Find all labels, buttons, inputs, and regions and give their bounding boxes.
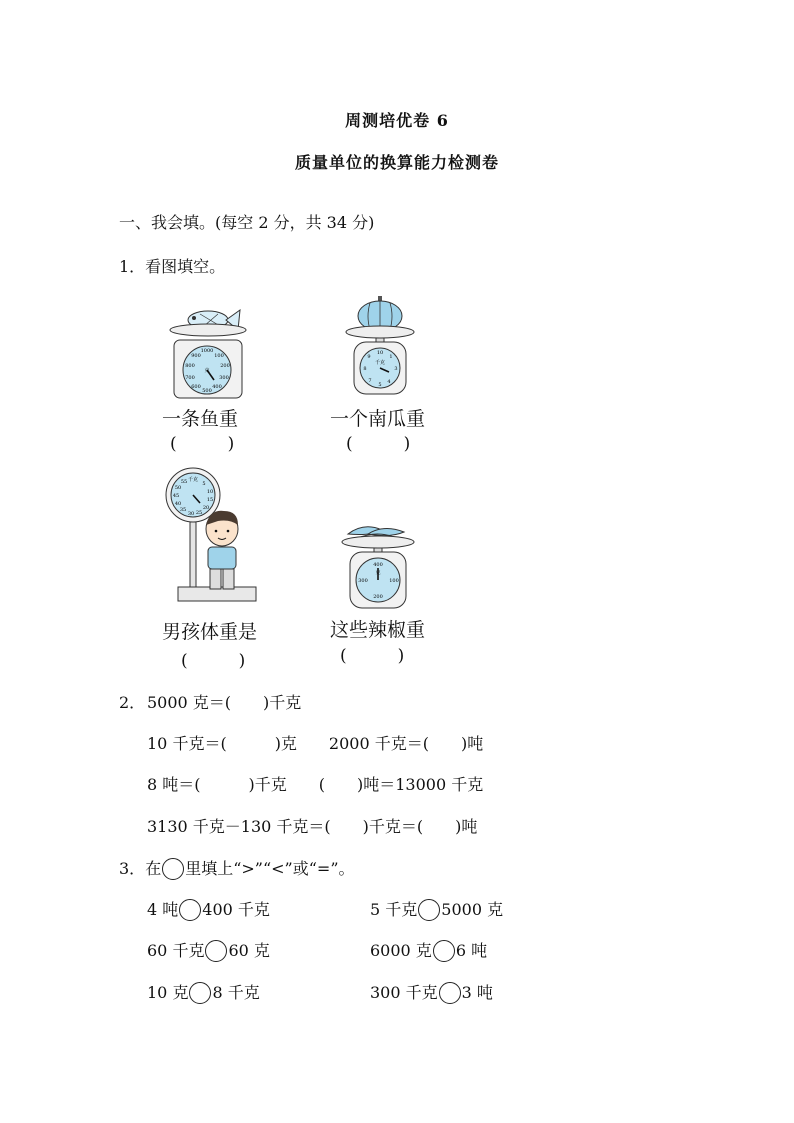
svg-text:1: 1 (389, 354, 393, 360)
svg-text:8: 8 (363, 366, 367, 372)
boy-icon (206, 511, 238, 589)
svg-text:300: 300 (219, 375, 229, 381)
svg-text:45: 45 (172, 493, 180, 499)
svg-text:10: 10 (206, 489, 214, 495)
svg-text:800: 800 (185, 363, 195, 369)
section-heading: 一、我会填。(每空 2 分，共 34 分) (119, 213, 375, 232)
q3-row-1-left: 4 吨 400 千克 (147, 900, 270, 919)
caption-pepper: 这些辣椒重 (330, 619, 426, 641)
caption-boy: 男孩体重是 (162, 621, 258, 643)
q3-row-2-right: 6000 克 6 吨 (370, 941, 488, 960)
svg-text:15: 15 (206, 497, 214, 503)
svg-text:500: 500 (202, 388, 212, 394)
compare-circle[interactable] (433, 940, 455, 962)
svg-text:900: 900 (191, 353, 201, 359)
q2-line-4: 3130 千克－130 千克＝( )千克＝( )吨 (147, 817, 478, 836)
pumpkin-scale-picture (340, 292, 420, 398)
question-1-label: 1．看图填空。 (119, 257, 226, 276)
svg-text:千克: 千克 (374, 360, 386, 366)
q3-row-3-right: 300 千克 3 吨 (370, 983, 493, 1002)
caption-fish: 一条鱼重 (162, 408, 239, 430)
answer-blank-pepper[interactable]: ( ) (340, 646, 405, 666)
answer-blank-boy[interactable]: ( ) (181, 651, 246, 671)
answer-blank-pumpkin[interactable]: ( ) (346, 434, 411, 454)
compare-circle[interactable] (418, 899, 440, 921)
svg-text:克: 克 (204, 368, 210, 374)
compare-circle-icon (162, 858, 184, 880)
svg-text:5: 5 (202, 481, 206, 487)
compare-circle[interactable] (205, 940, 227, 962)
boy-scale-picture (160, 465, 260, 611)
svg-text:400: 400 (212, 384, 222, 390)
question-2-label: 2． (119, 693, 146, 712)
svg-text:40: 40 (174, 501, 182, 507)
svg-text:5: 5 (378, 382, 382, 388)
fish-scale-picture (160, 300, 260, 404)
svg-text:30: 30 (187, 511, 195, 517)
svg-text:50: 50 (174, 485, 182, 491)
page-subtitle: 质量单位的换算能力检测卷 (294, 153, 499, 172)
svg-text:千克: 千克 (187, 477, 199, 483)
q3-row-2-left: 60 千克 60 克 (147, 941, 270, 960)
compare-circle[interactable] (439, 982, 461, 1004)
svg-text:25: 25 (195, 510, 203, 516)
svg-text:200: 200 (220, 363, 230, 369)
q3-row-1-right: 5 千克 5000 克 (370, 900, 504, 919)
q3-instruction-post: 里填上“>”“<”或“=”。 (185, 859, 355, 878)
q2-line-1: 5000 克＝( )千克 (147, 693, 302, 712)
svg-text:克: 克 (375, 570, 381, 576)
svg-text:400: 400 (373, 562, 383, 568)
svg-text:35: 35 (179, 507, 187, 513)
svg-text:20: 20 (202, 505, 210, 511)
q3-instruction-pre: 在 (145, 859, 162, 878)
svg-text:9: 9 (367, 354, 371, 360)
q2-line-2: 10 千克＝( )克 2000 千克＝( )吨 (147, 734, 484, 753)
answer-blank-fish[interactable]: ( ) (170, 434, 235, 454)
svg-text:1000: 1000 (200, 348, 214, 354)
svg-text:600: 600 (191, 384, 201, 390)
compare-circle[interactable] (189, 982, 211, 1004)
svg-text:4: 4 (387, 379, 391, 385)
compare-circle[interactable] (179, 899, 201, 921)
svg-text:200: 200 (373, 594, 383, 600)
svg-text:300: 300 (358, 578, 368, 584)
svg-text:3: 3 (394, 366, 398, 372)
pepper-scale-picture (338, 520, 418, 612)
question-3-label: 3． (119, 859, 146, 878)
svg-text:10: 10 (376, 350, 384, 356)
svg-text:7: 7 (368, 378, 372, 384)
page-title: 周测培优卷 6 (345, 111, 449, 130)
svg-text:700: 700 (185, 375, 195, 381)
caption-pumpkin: 一个南瓜重 (330, 408, 426, 430)
q2-line-3: 8 吨＝( )千克 ( )吨＝13000 千克 (147, 775, 484, 794)
q3-row-3-left: 10 克 8 千克 (147, 983, 260, 1002)
svg-text:55: 55 (180, 479, 188, 485)
question-3 (119, 856, 355, 880)
svg-text:100: 100 (214, 353, 224, 359)
svg-text:100: 100 (389, 578, 399, 584)
